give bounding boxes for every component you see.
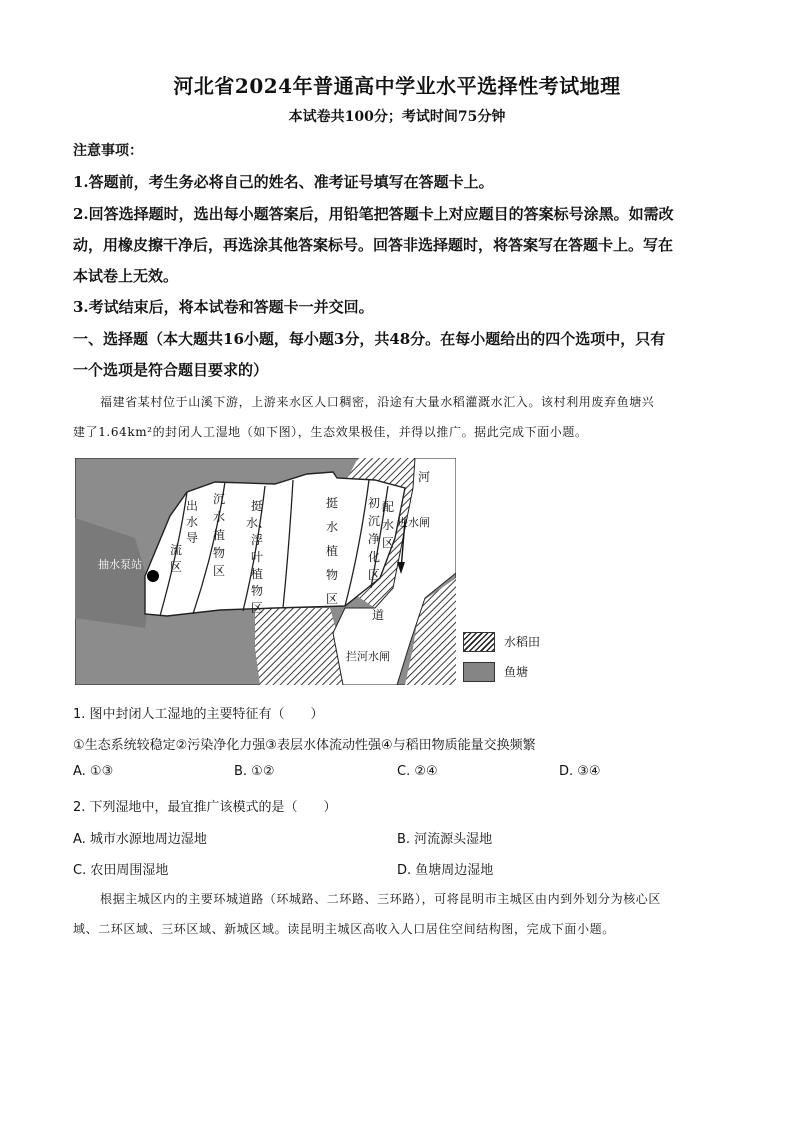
- zone-label-emergent-floating: 挺 水、 浮 叶 植 物 区: [246, 499, 271, 615]
- notice-heading: 注意事项：: [73, 143, 143, 159]
- legend-pond-swatch: [463, 662, 495, 682]
- zone-label-outflow-2: 流 区: [169, 543, 182, 574]
- q1-option-a[interactable]: A. ①③: [73, 764, 114, 779]
- pump-station-dot: [147, 570, 159, 582]
- zone-label-submerged: 沉 水 植 物 区: [212, 492, 225, 578]
- section-heading-line-1: 一、选择题（本大题共16小题，每小题3分，共48分。在每小题给出的四个选项中，只有: [73, 330, 666, 348]
- notice-item-2-line-1: 2.回答选择题时，选出每小题答案后，用铅笔把答题卡上对应题目的答案标号涂黑。如需改: [73, 205, 674, 223]
- zone-label-primary-settling: 初 沉 净 化 区: [367, 496, 380, 582]
- q2-option-d[interactable]: D. 鱼塘周边湿地: [397, 863, 494, 878]
- zone-label-outflow: 出 水 导: [185, 499, 198, 545]
- legend-rice-swatch: [463, 632, 495, 652]
- q2-option-a[interactable]: A. 城市水源地周边湿地: [73, 832, 207, 847]
- passage-2-line-2: 域、二环区域、三环区域、新城区域。读昆明主城区高收入人口居住空间结构图，完成下面小题。: [73, 922, 615, 936]
- notice-item-2-line-3: 本试卷上无效。: [73, 267, 179, 285]
- notice-item-2-line-2: 动，用橡皮擦干净后，再选涂其他答案标号。回答非选择题时，将答案写在答题卡上。写在: [73, 236, 674, 254]
- legend-pond-label: 鱼塘: [504, 665, 529, 679]
- legend-rice-label: 水稻田: [504, 635, 541, 649]
- channel-label: 道: [372, 608, 385, 622]
- section-heading-line-2: 一个选项是符合题目要求的）: [73, 361, 269, 379]
- dam-gate-label: 拦河水闸: [346, 650, 390, 663]
- rice-paddy-lower: [255, 608, 343, 685]
- exam-subtitle: 本试卷共100分；考试时间75分钟: [288, 109, 506, 125]
- q2-option-b[interactable]: B. 河流源头湿地: [397, 832, 493, 847]
- q1-statements: ①生态系统较稳定②污染净化力强③表层水体流动性强④与稻田物质能量交换频繁: [73, 738, 536, 753]
- q1-option-b[interactable]: B. ①②: [234, 764, 275, 779]
- notice-item-3: 3.考试结束后，将本试卷和答题卡一并交回。: [73, 298, 374, 316]
- q1-option-d[interactable]: D. ③④: [559, 764, 601, 779]
- inlet-gate-label: 进水闸: [397, 516, 430, 529]
- q2-stem: 2. 下列湿地中，最宜推广该模式的是（ ）: [73, 800, 337, 815]
- notice-item-1: 1.答题前，考生务必将自己的姓名、准考证号填写在答题卡上。: [73, 173, 494, 191]
- q2-option-c[interactable]: C. 农田周围湿地: [73, 863, 169, 878]
- passage-1-line-1: 福建省某村位于山溪下游，上游来水区人口稠密，沿途有大量水稻灌溉水汇入。该村利用废弃鱼塘兴: [100, 395, 655, 409]
- passage-1-line-2: 建了1.64km²的封闭人工湿地（如下图），生态效果极佳，并得以推广。据此完成下面小题。: [73, 425, 588, 439]
- q1-stem: 1. 图中封闭人工湿地的主要特征有（ ）: [73, 707, 324, 722]
- passage-2-line-1: 根据主城区内的主要环城道路（环城路、二环路、三环路），可将昆明市主城区由内到外划分为核心区: [100, 892, 662, 906]
- zone-label-distribution: 配 水 区: [381, 500, 394, 550]
- exam-title: 河北省2024年普通高中学业水平选择性考试地理: [173, 74, 621, 98]
- q1-option-c[interactable]: C. ②④: [397, 764, 438, 779]
- zone-label-emergent: 挺 水 植 物 区: [325, 496, 338, 606]
- pump-station-label: 抽水泵站: [98, 558, 142, 571]
- river-label: 河: [418, 470, 431, 484]
- wetland-map-figure: [75, 458, 456, 685]
